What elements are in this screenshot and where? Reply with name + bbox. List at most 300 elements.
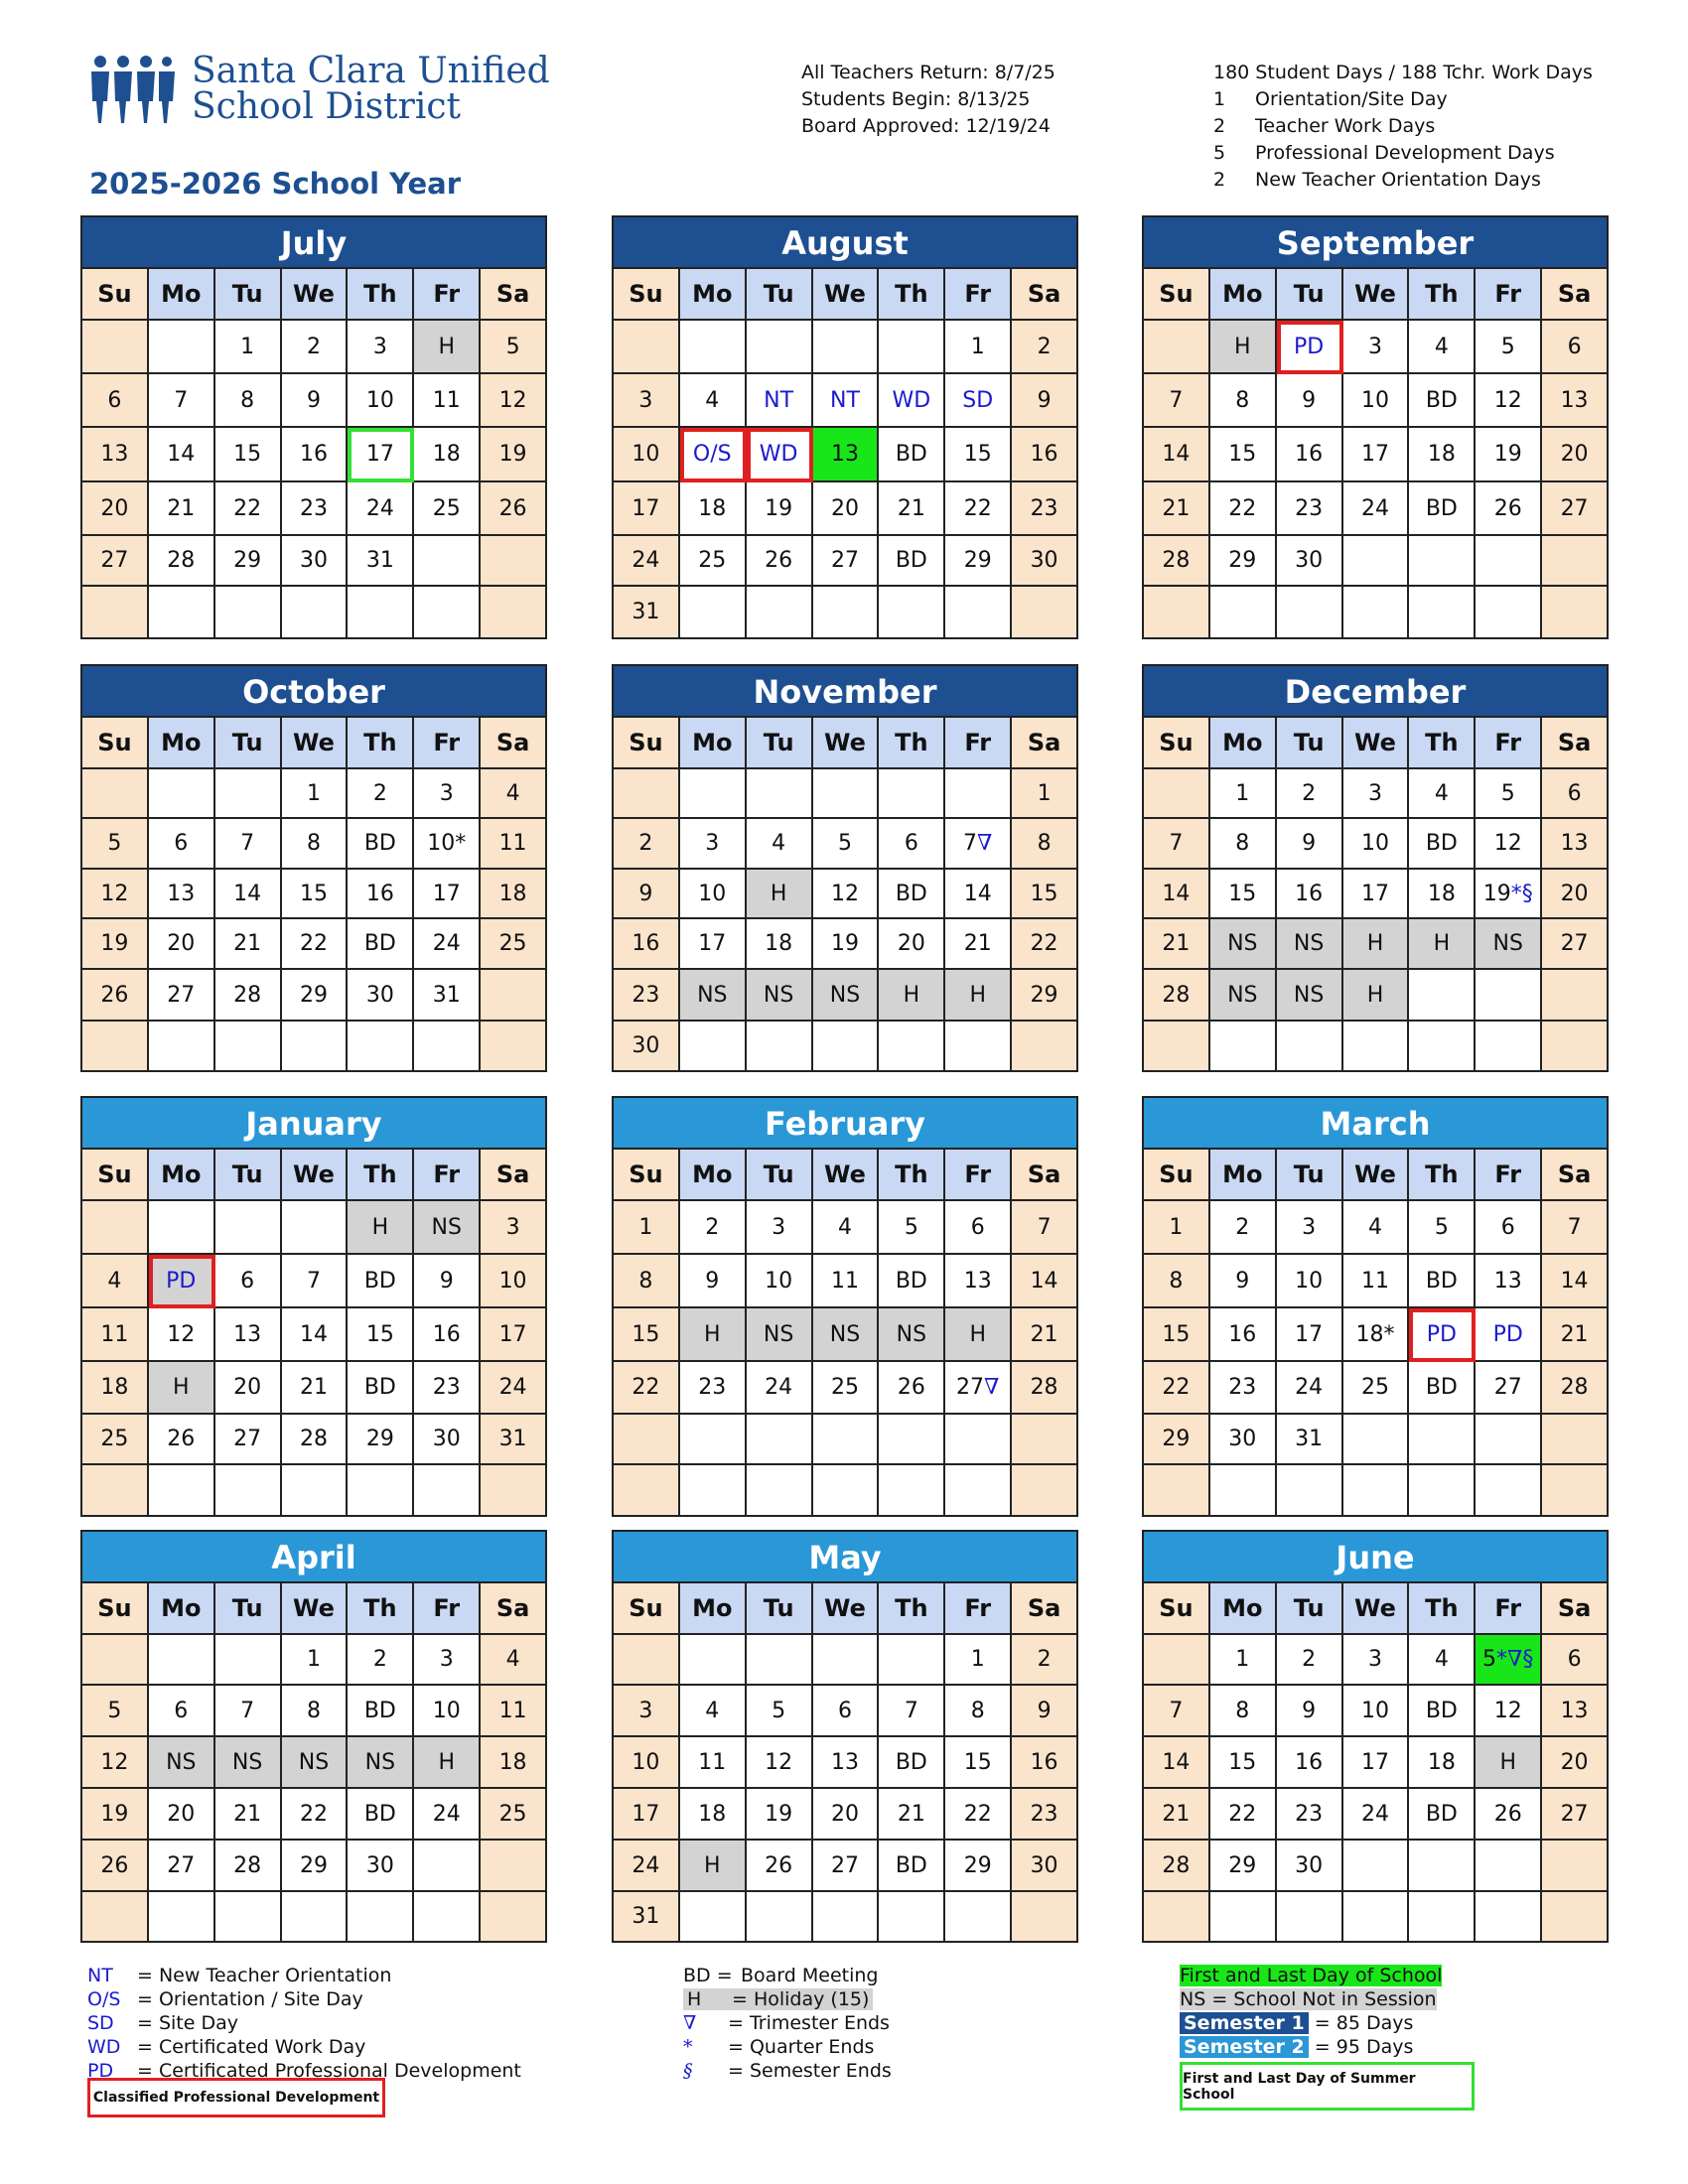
day-cell: 7 [1144, 374, 1210, 428]
weekday-header: Su [1144, 1583, 1210, 1635]
weekday-header: We [1343, 1150, 1410, 1201]
legend-value: = Semester Ends [728, 2060, 892, 2082]
day-cell: 8 [1210, 374, 1277, 428]
month-grid [612, 267, 1078, 639]
day-cell: 28 [1144, 1841, 1210, 1892]
day-cell: 4 [680, 1686, 747, 1737]
day-cell: BD [1409, 374, 1476, 428]
day-cell: 24 [1343, 482, 1410, 536]
weekday-header: Tu [1277, 718, 1343, 769]
weekday-header: Sa [481, 1150, 547, 1201]
month-grid [80, 716, 547, 1072]
day-cell: 26 [149, 1415, 215, 1465]
day-cell: 7 [149, 374, 215, 428]
day-cell: BD [348, 919, 414, 970]
empty-day-cell [1012, 587, 1078, 639]
day-cell: 5 [82, 1686, 149, 1737]
day-cell: 20 [215, 1362, 282, 1415]
weekday-header: Fr [414, 269, 481, 321]
day-cell: 12 [149, 1308, 215, 1362]
empty-day-cell [82, 587, 149, 639]
empty-day-cell [149, 769, 215, 819]
day-cell: 8 [282, 1686, 349, 1737]
weekday-header: We [813, 269, 880, 321]
calendar-october [80, 664, 547, 1072]
day-cell: 17 [1277, 1308, 1343, 1362]
day-cell: 24 [481, 1362, 547, 1415]
empty-day-cell [149, 1022, 215, 1072]
day-cell: 27 [1542, 919, 1609, 970]
empty-day-cell [282, 1892, 349, 1943]
weekday-header: Th [1409, 1583, 1476, 1635]
empty-day-cell [747, 769, 813, 819]
empty-day-cell [879, 587, 945, 639]
day-cell: 26 [879, 1362, 945, 1415]
day-cell: H [1210, 321, 1277, 374]
day-cell: 6 [215, 1255, 282, 1308]
day-cell: 19 [747, 1789, 813, 1841]
day-cell: 1 [215, 321, 282, 374]
weekday-header: Su [1144, 269, 1210, 321]
weekday-header: Mo [149, 718, 215, 769]
empty-day-cell [282, 1201, 349, 1255]
day-cell: H [414, 321, 481, 374]
month-title: November [612, 664, 1078, 716]
day-cell: H [945, 1308, 1012, 1362]
day-cell: 2 [680, 1201, 747, 1255]
day-cell: 15 [348, 1308, 414, 1362]
day-cell: 1 [282, 769, 349, 819]
day-cell: 20 [149, 919, 215, 970]
empty-day-cell [680, 1415, 747, 1465]
day-cell: 12 [747, 1737, 813, 1789]
month-title: April [80, 1530, 547, 1581]
day-cell: 29 [1210, 1841, 1277, 1892]
day-cell: 22 [282, 1789, 349, 1841]
day-cell: 13 [215, 1308, 282, 1362]
day-cell: 22 [282, 919, 349, 970]
empty-day-cell [215, 769, 282, 819]
empty-day-cell [1343, 536, 1410, 587]
day-cell: 25 [82, 1415, 149, 1465]
empty-day-cell [149, 321, 215, 374]
day-cell: 18 [747, 919, 813, 970]
weekday-header: Su [614, 1583, 680, 1635]
day-cell: 6 [879, 819, 945, 870]
day-cell: H [1343, 970, 1410, 1022]
weekday-header: Mo [680, 1150, 747, 1201]
calendar-july [80, 215, 547, 639]
day-cell: 22 [1210, 1789, 1277, 1841]
day-cell: 21 [1542, 1308, 1609, 1362]
day-cell: 15 [282, 870, 349, 919]
day-cell: 10 [747, 1255, 813, 1308]
day-cell: 10 [614, 1737, 680, 1789]
day-cell: 4 [1409, 769, 1476, 819]
day-cell: 31 [614, 1892, 680, 1943]
day-cell: 16 [1277, 428, 1343, 482]
empty-day-cell [1409, 970, 1476, 1022]
month-title: September [1142, 215, 1609, 267]
month-title: January [80, 1096, 547, 1148]
empty-day-cell [1476, 1892, 1542, 1943]
empty-day-cell [680, 321, 747, 374]
day-cell: 14 [282, 1308, 349, 1362]
day-cell: 23 [1012, 1789, 1078, 1841]
day-cell: 24 [614, 1841, 680, 1892]
day-cell: H [680, 1308, 747, 1362]
day-cell: 26 [82, 970, 149, 1022]
day-cell: 23 [1277, 1789, 1343, 1841]
day-cell: 19 [481, 428, 547, 482]
day-cell: 15 [1012, 870, 1078, 919]
day-cell: 30 [1277, 1841, 1343, 1892]
empty-day-cell [149, 1892, 215, 1943]
day-cell: NS [1277, 919, 1343, 970]
day-cell: 14 [215, 870, 282, 919]
empty-day-cell [1542, 536, 1609, 587]
empty-day-cell [82, 769, 149, 819]
day-cell: 3 [1277, 1201, 1343, 1255]
day-cell: NS [215, 1737, 282, 1789]
month-title: June [1142, 1530, 1609, 1581]
day-cell: 13 [1542, 1686, 1609, 1737]
weekday-header: Su [614, 269, 680, 321]
empty-day-cell [481, 1022, 547, 1072]
day-cell: 2 [1012, 321, 1078, 374]
empty-day-cell [614, 321, 680, 374]
day-cell: NS [1210, 919, 1277, 970]
legend-value: = Certificated Work Day [137, 2036, 366, 2058]
day-cell: 23 [1277, 482, 1343, 536]
weekday-header: Th [1409, 269, 1476, 321]
day-cell: 25 [680, 536, 747, 587]
legend-key: BD = [683, 1965, 733, 1986]
month-grid [80, 267, 547, 639]
empty-day-cell [82, 1635, 149, 1686]
day-cell: 20 [879, 919, 945, 970]
day-cell: 7 [879, 1686, 945, 1737]
weekday-header: Sa [481, 269, 547, 321]
weekday-header: Th [1409, 1150, 1476, 1201]
day-cell: 8 [945, 1686, 1012, 1737]
day-cell: 25 [813, 1362, 880, 1415]
day-cell: 24 [1277, 1362, 1343, 1415]
weekday-header: Mo [149, 269, 215, 321]
day-cell: NS [282, 1737, 349, 1789]
day-cell: 10 [348, 374, 414, 428]
empty-day-cell [813, 1635, 880, 1686]
empty-day-cell [747, 321, 813, 374]
empty-day-cell [414, 1841, 481, 1892]
empty-day-cell [1409, 1465, 1476, 1517]
semester-symbol: § [683, 2060, 693, 2082]
empty-day-cell [1012, 1892, 1078, 1943]
empty-day-cell [1409, 536, 1476, 587]
day-cell: 10 [1277, 1255, 1343, 1308]
day-cell: 16 [414, 1308, 481, 1362]
day-cell: 23 [282, 482, 349, 536]
empty-day-cell [1409, 1841, 1476, 1892]
weekday-header: Sa [1012, 718, 1078, 769]
day-cell: 29 [282, 970, 349, 1022]
day-cell: 13 [813, 1737, 880, 1789]
empty-day-cell [614, 1415, 680, 1465]
day-cell: 15 [945, 1737, 1012, 1789]
weekday-header: Th [348, 718, 414, 769]
legend-key: WD [87, 2036, 121, 2058]
day-cell: 16 [1012, 1737, 1078, 1789]
day-cell: 8 [1210, 819, 1277, 870]
day-cell: 16 [282, 428, 349, 482]
empty-day-cell [1343, 587, 1410, 639]
empty-day-cell [1210, 1465, 1277, 1517]
weekday-header: Mo [149, 1150, 215, 1201]
day-cell: 30 [1012, 536, 1078, 587]
empty-day-cell [414, 1892, 481, 1943]
day-cell: BD [348, 1362, 414, 1415]
day-cell: 29 [945, 536, 1012, 587]
day-cell: 4 [1409, 321, 1476, 374]
day-cell: 29 [1210, 536, 1277, 587]
day-cell: 26 [747, 536, 813, 587]
day-cell: 30 [614, 1022, 680, 1072]
empty-day-cell [149, 1635, 215, 1686]
day-cell: 1 [945, 321, 1012, 374]
day-cell: 3 [1343, 1635, 1410, 1686]
day-cell: 14 [945, 870, 1012, 919]
empty-day-cell [1476, 1465, 1542, 1517]
summer-school-legend: First and Last Day of Summer School [1180, 2062, 1475, 2111]
day-cell: NS [149, 1737, 215, 1789]
day-cell: 28 [1144, 970, 1210, 1022]
day-cell: 7 [215, 1686, 282, 1737]
day-cell: 25 [1343, 1362, 1410, 1415]
day-cell: H [879, 970, 945, 1022]
empty-day-cell [414, 587, 481, 639]
day-cell: 12 [813, 870, 880, 919]
day-cell: 21 [1012, 1308, 1078, 1362]
day-cell: 3 [680, 819, 747, 870]
day-cell: 2 [1277, 1635, 1343, 1686]
empty-day-cell [879, 769, 945, 819]
day-cell: 21 [945, 919, 1012, 970]
day-cell: 6 [149, 1686, 215, 1737]
empty-day-cell [813, 1022, 880, 1072]
calendar-september [1142, 215, 1609, 639]
day-cell: 6 [1542, 1635, 1609, 1686]
empty-day-cell [481, 1841, 547, 1892]
day-cell: BD [879, 1841, 945, 1892]
empty-day-cell [1343, 1415, 1410, 1465]
day-cell: 30 [1012, 1841, 1078, 1892]
day-cell: 17 [481, 1308, 547, 1362]
day-cell: 31 [614, 587, 680, 639]
day-cell: BD [348, 1255, 414, 1308]
day-cell: 11 [1343, 1255, 1410, 1308]
weekday-header: We [1343, 269, 1410, 321]
day-cell: 29 [1012, 970, 1078, 1022]
day-cell: 5 [747, 1686, 813, 1737]
day-cell: 5 * ∇ § [1476, 1635, 1542, 1686]
day-cell: 17 [614, 1789, 680, 1841]
empty-day-cell [1210, 1892, 1277, 1943]
day-cell: 3 [747, 1201, 813, 1255]
days-label: Teacher Work Days [1255, 115, 1436, 137]
empty-day-cell [680, 587, 747, 639]
classified-pd-legend: Classified Professional Development [87, 2078, 385, 2117]
day-cell: 15 [1210, 870, 1277, 919]
weekday-header: We [813, 1150, 880, 1201]
weekday-header: Sa [1542, 1150, 1609, 1201]
day-cell: NS [879, 1308, 945, 1362]
day-cell: 19 [82, 1789, 149, 1841]
month-grid [1142, 716, 1609, 1072]
day-cell: 19 [813, 919, 880, 970]
empty-day-cell [1343, 1841, 1410, 1892]
empty-day-cell [1277, 1022, 1343, 1072]
day-cell: PD [149, 1255, 215, 1308]
trimester-symbol: ∇ [683, 2012, 697, 2034]
empty-day-cell [813, 1415, 880, 1465]
legend-row [87, 1987, 521, 2011]
empty-day-cell [82, 1892, 149, 1943]
day-cell: 1 [614, 1201, 680, 1255]
day-cell: 19 [747, 482, 813, 536]
empty-day-cell [215, 1635, 282, 1686]
day-cell: NS [348, 1737, 414, 1789]
day-cell: 31 [481, 1415, 547, 1465]
empty-day-cell [215, 1022, 282, 1072]
day-cell: 20 [1542, 428, 1609, 482]
day-cell: 14 [149, 428, 215, 482]
day-cell: 24 [414, 919, 481, 970]
day-cell: 13 [1542, 374, 1609, 428]
weekday-header: We [282, 269, 349, 321]
legend-value: = Trimester Ends [728, 2012, 890, 2034]
day-cell: 28 [149, 536, 215, 587]
day-cell: 15 [614, 1308, 680, 1362]
day-cell: 3 [348, 321, 414, 374]
weekday-header: Tu [747, 269, 813, 321]
day-cell: 17 [1343, 428, 1410, 482]
legend-status [1180, 1964, 1442, 2059]
legend-value: = New Teacher Orientation [137, 1965, 392, 1986]
empty-day-cell [414, 536, 481, 587]
day-cell: 9 [1277, 374, 1343, 428]
day-cell: 2 [1012, 1635, 1078, 1686]
weekday-header: Th [879, 718, 945, 769]
day-cell: 3 [414, 1635, 481, 1686]
day-cell: 18 [680, 1789, 747, 1841]
day-cell: 18 [680, 482, 747, 536]
day-cell: 10 [614, 428, 680, 482]
day-cell: 11 [481, 819, 547, 870]
empty-day-cell [945, 1415, 1012, 1465]
day-cell: 21 [1144, 919, 1210, 970]
empty-day-cell [813, 1465, 880, 1517]
day-cell: 7 [1012, 1201, 1078, 1255]
day-cell: 5 [1476, 321, 1542, 374]
month-title: December [1142, 664, 1609, 716]
day-cell: 31 [414, 970, 481, 1022]
empty-day-cell [1277, 1465, 1343, 1517]
day-cell: 30 [348, 1841, 414, 1892]
day-cell: 31 [1277, 1415, 1343, 1465]
day-cell: BD [879, 1255, 945, 1308]
key-dates [801, 60, 1055, 140]
weekday-header: Fr [1476, 1150, 1542, 1201]
day-cell: 11 [680, 1737, 747, 1789]
days-count: 5 [1213, 142, 1226, 164]
empty-day-cell [1542, 587, 1609, 639]
day-cell: 5 [1476, 769, 1542, 819]
day-cell: 9 [614, 870, 680, 919]
empty-day-cell [1409, 1892, 1476, 1943]
day-cell: 26 [1476, 482, 1542, 536]
day-cell: 13 [813, 428, 880, 482]
empty-day-cell [348, 1892, 414, 1943]
legend-key: PD [87, 2060, 114, 2082]
weekday-header: Mo [149, 1583, 215, 1635]
calendar-june [1142, 1530, 1609, 1943]
day-cell: 6 [82, 374, 149, 428]
day-cell: NS [414, 1201, 481, 1255]
day-cell: 4 [481, 1635, 547, 1686]
day-cell: 9 [1012, 1686, 1078, 1737]
day-cell: PD [1409, 1308, 1476, 1362]
day-cell: BD [879, 1737, 945, 1789]
weekday-header: Fr [945, 718, 1012, 769]
day-cell: 24 [348, 482, 414, 536]
empty-day-cell [1210, 587, 1277, 639]
empty-day-cell [747, 1892, 813, 1943]
day-cell: PD [1476, 1308, 1542, 1362]
day-cell: 4 [481, 769, 547, 819]
days-count: 2 [1213, 115, 1226, 137]
empty-day-cell [1144, 1465, 1210, 1517]
day-cell: 2 [348, 1635, 414, 1686]
day-cell: 18 [1409, 870, 1476, 919]
day-cell: 6 [1542, 769, 1609, 819]
legend-row [1180, 1964, 1442, 1987]
empty-day-cell [945, 1892, 1012, 1943]
empty-day-cell [1144, 769, 1210, 819]
day-cell: 27 [215, 1415, 282, 1465]
day-cell: 30 [282, 536, 349, 587]
empty-day-cell [1476, 970, 1542, 1022]
day-cell: 15 [1210, 428, 1277, 482]
legend-row [683, 2035, 892, 2059]
legend-row [683, 1964, 892, 1987]
legend-row [87, 2011, 521, 2035]
empty-day-cell [481, 536, 547, 587]
day-cell: 10 [414, 1686, 481, 1737]
day-cell: 12 [481, 374, 547, 428]
day-cell: 2 [1277, 769, 1343, 819]
day-cell: 22 [614, 1362, 680, 1415]
weekday-header: Su [82, 1583, 149, 1635]
day-cell: 10 [1343, 374, 1410, 428]
district-logo [87, 51, 550, 131]
weekday-header: Su [614, 718, 680, 769]
day-cell: 10 [1343, 1686, 1410, 1737]
day-cell: 22 [215, 482, 282, 536]
day-cell: BD [1409, 1255, 1476, 1308]
day-cell: 9 [414, 1255, 481, 1308]
day-cell: 5 [813, 819, 880, 870]
day-cell: 11 [481, 1686, 547, 1737]
